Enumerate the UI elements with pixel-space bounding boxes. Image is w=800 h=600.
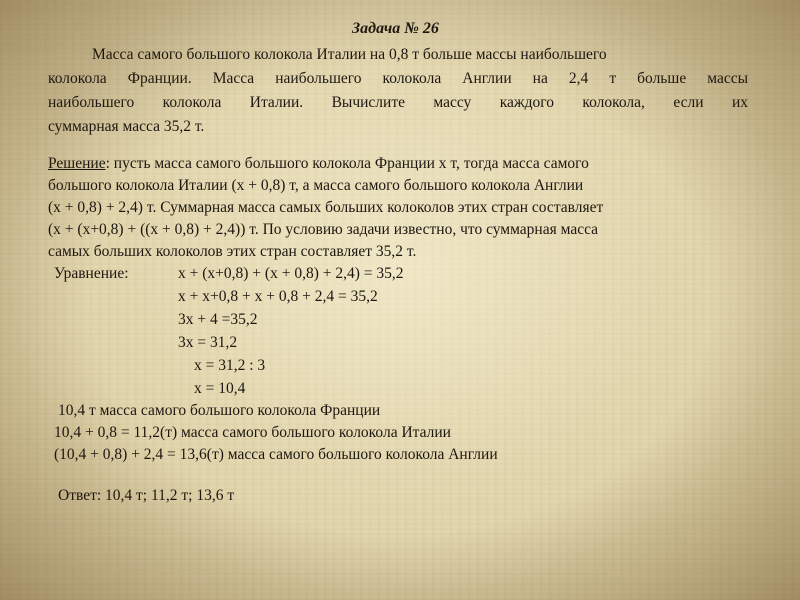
problem-line: суммарная масса 35,2 т. <box>48 118 205 135</box>
problem-line: наибольшего колокола Италии. Вычислите массу каждого колокола, если их <box>48 94 748 111</box>
equation-step: х + х+0,8 + х + 0,8 + 2,4 = 35,2 <box>178 288 378 305</box>
problem-line: Масса самого большого колокола Италии на 0,8 т больше массы наибольшего <box>92 46 607 63</box>
equation-step: 3х = 31,2 <box>178 334 238 351</box>
answer: Ответ: 10,4 т; 11,2 т; 13,6 т <box>58 487 235 504</box>
equation-label: Уравнение: <box>54 265 129 282</box>
equation-step: х = 10,4 <box>194 380 246 397</box>
result-line: 10,4 + 0,8 = 11,2(т) масса самого большого колокола Италии <box>54 424 451 441</box>
equation-step: 3х + 4 =35,2 <box>178 311 258 328</box>
solution-line: (х + 0,8) + 2,4) т. Суммарная масса самых больших колоколов этих стран составляет <box>48 199 604 216</box>
task-title: Задача № 26 <box>352 20 439 37</box>
equation-step: х = 31,2 : 3 <box>194 357 266 374</box>
solution-label: Решение <box>48 155 106 172</box>
solution-line: (х + (х+0,8) + ((х + 0,8) + 2,4)) т. По условию задачи известно, что суммарная масса <box>48 221 599 238</box>
equation-step: х + (х+0,8) + (х + 0,8) + 2,4) = 35,2 <box>178 265 404 282</box>
solution-line: самых больших колоколов этих стран составляет 35,2 т. <box>48 243 417 260</box>
problem-line: колокола Франции. Масса наибольшего колокола Англии на 2,4 т больше массы <box>48 70 748 87</box>
solution-first-line <box>48 154 589 174</box>
solution-line: большого колокола Италии (х + 0,8) т, а масса самого большого колокола Англии <box>48 177 584 194</box>
result-line: 10,4 т масса самого большого колокола Франции <box>58 402 381 419</box>
result-line: (10,4 + 0,8) + 2,4 = 13,6(т) масса самого большого колокола Англии <box>54 446 498 463</box>
solution-text: : пусть масса самого большого колокола Франции х т, тогда масса самого <box>105 155 589 172</box>
